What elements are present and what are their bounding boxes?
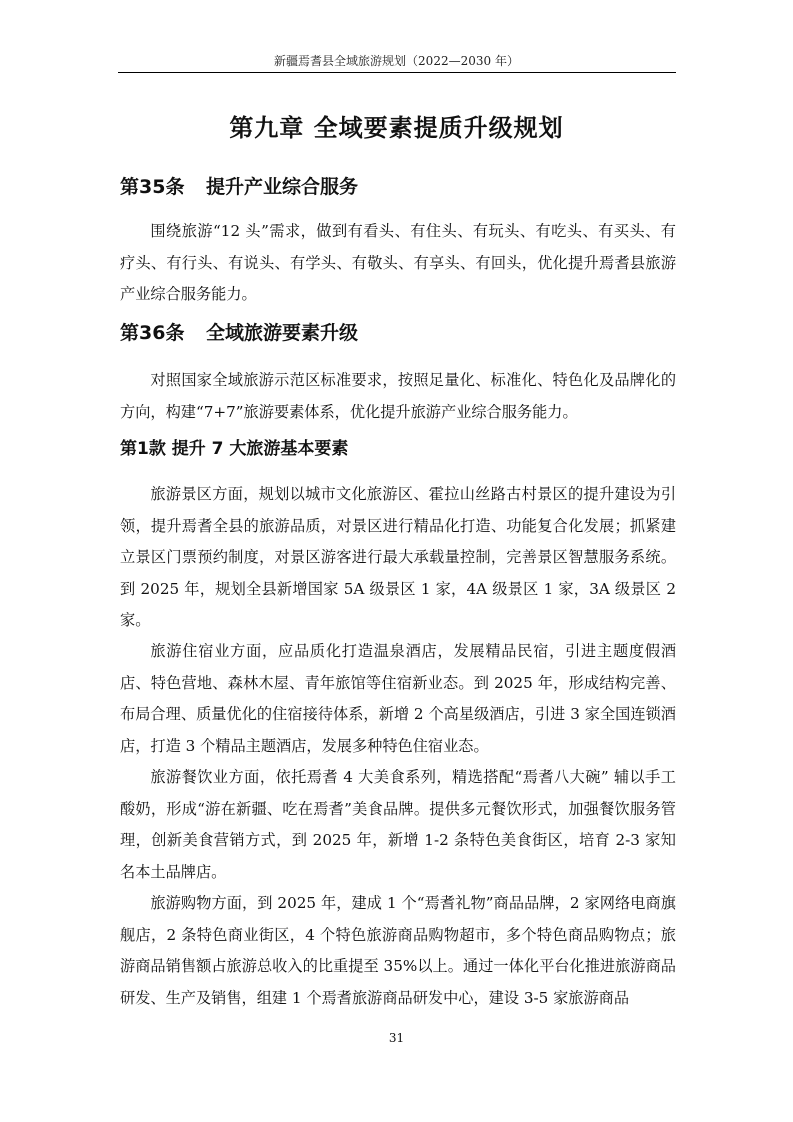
chapter-title: 第九章 全域要素提质升级规划	[229, 114, 564, 142]
section-heading-35	[120, 172, 358, 199]
section-number: 第35条	[120, 176, 185, 198]
paragraph: 对照国家全域旅游示范区标准要求，按照足量化、标准化、特色化及品牌化的方向，构建“7+7”旅游要素体系，优化提升旅游产业综合服务能力。	[120, 371, 676, 421]
paragraph: 围绕旅游“12 头”需求，做到有看头、有住头、有玩头、有吃头、有买头、有疗头、有行头、有说头、有学头、有敬头、有享头、有回头，优化提升焉耆县旅游产业综合服务能力。	[120, 222, 676, 303]
section-heading-36	[120, 318, 358, 345]
subsection-heading: 第1款 提升 7 大旅游基本要素	[120, 439, 349, 459]
paragraph: 旅游购物方面，到 2025 年，建成 1 个“焉耆礼物”商品品牌，2 家网络电商旗舰店，2 条特色商业街区，4 个特色旅游商品购物超市，多个特色商品购物点；旅游商品销售额占旅游总收入的比重提至 35%以上。通过一体化平台化推进旅游商品研发、生产及销售，组建 1 个焉耆旅游商品研发中心，建设 3-5 家旅游商品	[120, 894, 676, 1007]
page-number: 31	[388, 1031, 405, 1045]
section-title: 提升产业综合服务	[206, 176, 359, 198]
paragraph: 旅游景区方面，规划以城市文化旅游区、霍拉山丝路古村景区的提升建设为引领，提升焉耆全县的旅游品质，对景区进行精品化打造、功能复合化发展；抓紧建立景区门票预约制度，对景区游客进行最大承载量控制，完善景区智慧服务系统。到 2025 年，规划全县新增国家 5A 级景区 1 家，4A 级景区 1 家，3A 级景区 2 家。	[120, 485, 676, 629]
section-number: 第36条	[120, 322, 185, 344]
running-header: 新疆焉耆县全域旅游规划（2022—2030 年）	[274, 54, 519, 68]
paragraph: 旅游住宿业方面，应品质化打造温泉酒店，发展精品民宿，引进主题度假酒店、特色营地、森林木屋、青年旅馆等住宿新业态。到 2025 年，形成结构完善、布局合理、质量优化的住宿接待体系，新增 2 个高星级酒店，引进 3 家全国连锁酒店，打造 3 个精品主题酒店，发展多种特色住宿业态。	[120, 642, 676, 755]
section-title: 全域旅游要素升级	[206, 322, 359, 344]
paragraph: 旅游餐饮业方面，依托焉耆 4 大美食系列，精选搭配“焉耆八大碗” 辅以手工酸奶，形成“游在新疆、吃在焉耆”美食品牌。提供多元餐饮形式，加强餐饮服务管理，创新美食营销方式，到 2025 年，新增 1-2 条特色美食街区，培育 2-3 家知名本土品牌店。	[120, 768, 676, 881]
header-rule	[118, 72, 676, 73]
